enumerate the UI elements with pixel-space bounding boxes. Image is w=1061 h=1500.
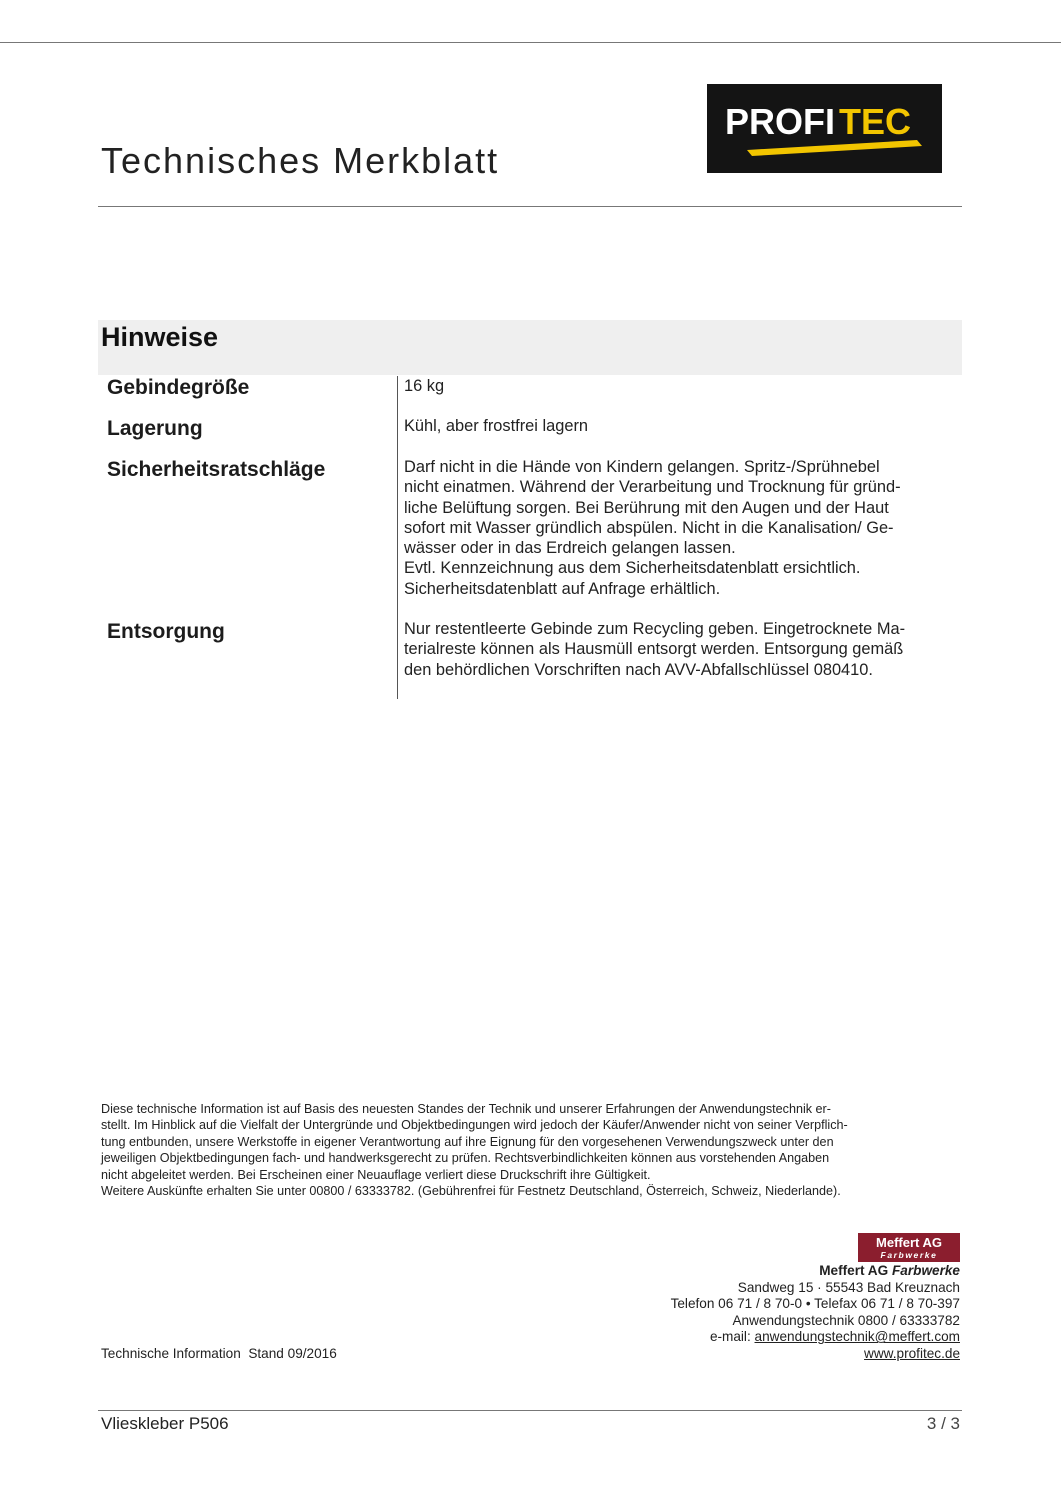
document-title: Technisches Merkblatt	[101, 140, 500, 181]
value-line: wässer oder in das Erdreich gelangen lassen.	[404, 539, 736, 558]
disclaimer-line: nicht abgeleitet werden. Bei Erscheinen einer Neuauflage verliert diese Druckschrift ihre Gültigkeit.	[101, 1167, 651, 1182]
value-line: Sicherheitsdatenblatt auf Anfrage erhältlich.	[404, 579, 721, 598]
company-name	[671, 1263, 960, 1280]
section-title: Hinweise	[101, 322, 219, 352]
value-line: terialreste können als Hausmüll entsorgt werden. Entsorgung gemäß	[404, 640, 904, 659]
meffert-logo	[858, 1233, 960, 1262]
value-line: 16 kg	[404, 377, 445, 395]
email-link[interactable]: anwendungstechnik@meffert.com	[754, 1329, 960, 1345]
column-divider	[397, 376, 398, 699]
product-name: Vlieskleber P506	[101, 1414, 229, 1433]
disclaimer-line: stellt. Im Hinblick auf die Vielfalt der Untergründe und Objektbedingungen wird jedoch der Käufer/Anwender nicht von seiner Verpflich-	[101, 1118, 848, 1133]
section-header-band	[98, 320, 962, 375]
email-line	[671, 1329, 960, 1346]
profitec-logo	[707, 84, 942, 173]
value-line: Kühl, aber frostfrei lagern	[404, 417, 589, 435]
logo-text-main: PROFI	[725, 101, 836, 142]
company-name-italic: Farbwerke	[891, 1263, 960, 1278]
profitec-logo-graphic	[707, 84, 942, 173]
meffert-logo-graphic	[858, 1233, 960, 1262]
top-rule	[0, 42, 1061, 43]
page-number: 3 / 3	[926, 1414, 960, 1433]
value-line: sofort mit Wasser gründlich abspülen. Nicht in die Kanalisation/ Ge-	[404, 518, 894, 537]
meffert-logo-line2: Farbwerke	[880, 1250, 938, 1260]
row-label-sicherheitsratschlaege: Sicherheitsratschläge	[107, 458, 326, 481]
value-line: den behördlichen Vorschriften nach AVV-Abfallschlüssel 080410.	[404, 660, 873, 679]
row-value-lagerung	[404, 416, 952, 436]
value-line: nicht einatmen. Während der Verarbeitung und Trocknung für gründ-	[404, 478, 901, 497]
legal-disclaimer	[101, 1101, 961, 1199]
address: Sandweg 15 · 55543 Bad Kreuznach	[737, 1279, 960, 1295]
hotline: Anwendungstechnik 0800 / 63333782	[732, 1312, 960, 1328]
disclaimer-line: Weitere Auskünfte erhalten Sie unter 00800 / 63333782. (Gebührenfrei für Festnetz Deutschland, Österreich, Schweiz, Niederlande).	[101, 1184, 841, 1199]
logo-swoosh	[747, 140, 922, 156]
logo-text-accent: TEC	[839, 101, 911, 142]
row-label-lagerung: Lagerung	[107, 417, 203, 440]
revision-stand: Technische Information Stand 09/2016	[101, 1346, 337, 1361]
disclaimer-line: Diese technische Information ist auf Basis des neuesten Standes der Technik und unserer Erfahrungen der Anwendungstechnik er-	[101, 1102, 831, 1116]
row-value-sicherheitsratschlaege	[404, 457, 952, 599]
email-label: e-mail:	[709, 1329, 755, 1345]
header-rule	[98, 206, 962, 207]
contact-block	[671, 1263, 960, 1363]
value-line: Darf nicht in die Hände von Kindern gelangen. Spritz-/Sprühnebel	[404, 458, 880, 476]
row-value-gebindegroesse	[404, 376, 952, 396]
website-link[interactable]: www.profitec.de	[864, 1345, 960, 1361]
phone-fax: Telefon 06 71 / 8 70-0 • Telefax 06 71 / 8 70-397	[670, 1296, 960, 1312]
footer-rule	[98, 1410, 962, 1411]
company-name-bold: Meffert AG	[819, 1263, 889, 1278]
meffert-logo-line1: Meffert AG	[876, 1235, 942, 1250]
disclaimer-line: jeweiligen Objektbedingungen fach- und handwerksgerecht zu prüfen. Rechtsverbindlichkeiten können aus vorstehenden Angaben	[101, 1151, 830, 1166]
value-line: liche Belüftung sorgen. Bei Berührung mit den Augen und der Haut	[404, 498, 889, 517]
value-line: Nur restentleerte Gebinde zum Recycling geben. Eingetrocknete Ma-	[404, 620, 906, 638]
row-label-entsorgung: Entsorgung	[107, 620, 225, 643]
disclaimer-line: tung entbunden, unsere Werkstoffe in eigener Verantwortung auf ihre Eignung für den vorgesehenen Verwendungszweck unter den	[101, 1134, 834, 1149]
row-value-entsorgung	[404, 619, 952, 680]
row-label-gebindegroesse: Gebindegröße	[107, 376, 250, 399]
value-line: Evtl. Kennzeichnung aus dem Sicherheitsdatenblatt ersichtlich.	[404, 559, 861, 578]
